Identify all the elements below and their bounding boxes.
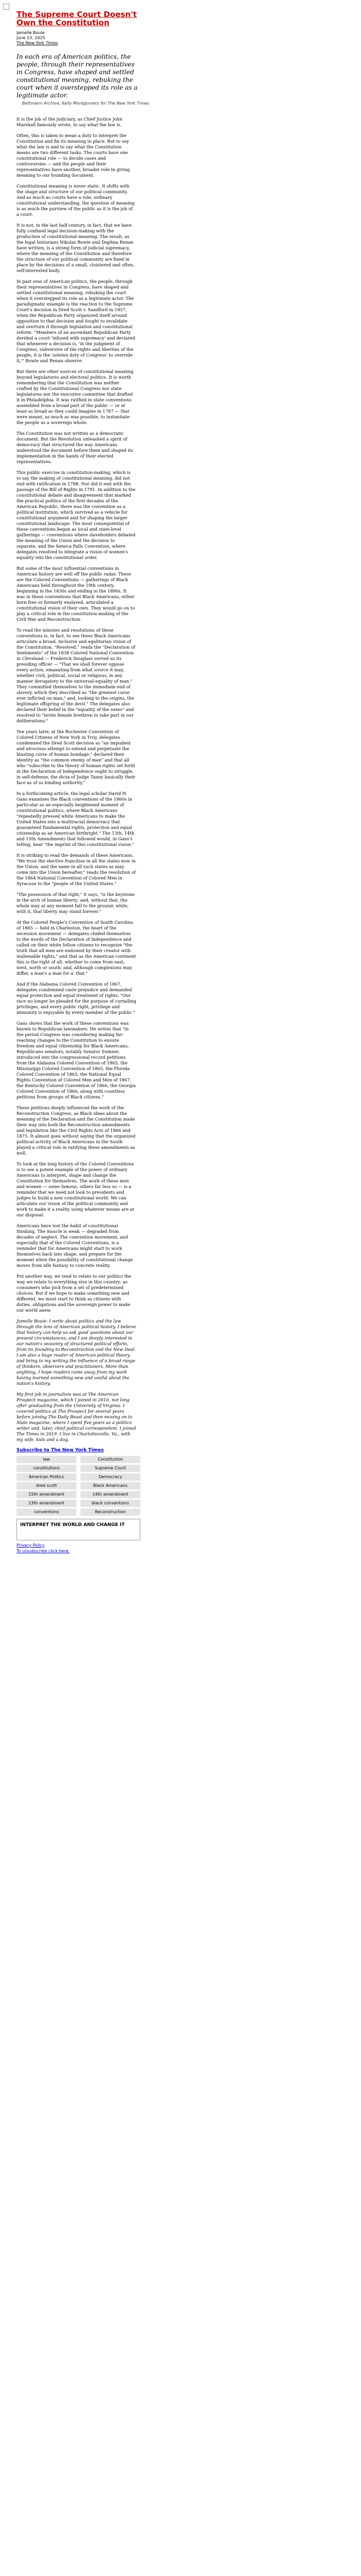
paragraph: These petitions deeply influenced the work of the Reconstruction Congress, as Black ideas about the meaning of the Declaration and the Constitution made their way into both the Reconstruction amendments and legislation like the Civil Rights Acts of 1866 and 1875. It almost goes without saying that the organized political activity of Black Americans in the South played a critical role in ratifying these amendments as well. xyxy=(17,1105,136,1156)
paragraph: And if the Alabama Colored Convention of 1867, delegates condemned caste prejudice and demanded equal protection and equal treatment of rights: "Our race no longer be pleaded for the purpose of curtailing privileges, and every public right, privilege and immunity is enjoyable by every member of the public." xyxy=(17,981,136,1015)
paragraph: Constitutional meaning is never static. It shifts with the shape and structure of our political community. And as much as courts have a role, ordinary constitutional understanding, the question of meaning is as much the purview of the public as it is the job of a court. xyxy=(17,183,135,217)
footer xyxy=(0,1543,361,1554)
author-note: Jamelle Bouie: I write about politics and the law through the lens of American political history. I believe that history can help us ask good questions about our present circumstances, and I am deeply interested in our nation's seasonry of structured political efforts, from its founding to Reconstruction and the New Deal. I am also a huge reader of American political theory and bring to my writing the influence of a broad range of thinkers, observers and practitioners. More than anything, I hope readers come away from my work having learned something new and useful about the nation's history. xyxy=(17,1318,136,1386)
article-dek: In each era of American politics, the people, through their representatives in Congress, have shaped and settled constitutional meaning, rebuking the court when it overstepped its role as a legitimate actor. xyxy=(17,53,138,99)
privacy-policy-link[interactable]: Privacy Policy xyxy=(17,1543,45,1548)
article-headline[interactable]: The Supreme Court Doesn't Own the Constitution xyxy=(17,10,137,27)
paragraph: To read the minutes and resolutions of these conventions is, in fact, to see these Black Americans articulate a broad, inclusive and egalitarian vision of the Constitution. "Resolved," reads the "Declaration of Sentiments" of the 1838 Colored National Convention in Cleveland — Frederick Douglass served as its presiding officer — "That we shall forever oppose every action, emanating from what source it may, whether civil, political, social or religious, in any manner derogatory to the universal equality of man." They committed themselves to the immediate end of slavery, which they described as "the greatest curse ever inflicted on man," and, looking to the origins, the legitimate offspring of the devil." The delegates also declared their belief in the "equality of the sexes" and resolved to "invite female brethren to take part in our deliberations." xyxy=(17,628,136,723)
tag-chip[interactable]: Constitution xyxy=(80,1456,140,1463)
paragraph: Often, this is taken to mean a duty to interpret the Constitution and fix its meaning in place. But to say what the law is and to say what the Constitution means are two different tasks. The courts have one constitutional role — to decide cases and controversies — and the people and their representatives have another, broader role in giving meaning to our founding document. xyxy=(17,133,130,178)
broken-image-icon xyxy=(3,4,9,10)
paragraph: "The possession of that right," it says, "is the keystone in the arch of human liberty: and, without that, the whole may at any moment fall to the ground; while, with it, that liberty may stand forever." xyxy=(17,892,135,914)
paragraph: It is not, in the last half-century, in fact, that we have fully confined legal decision-making with the production of constitutional meaning. The result, as the legal historians Nikolas Bowie and Daphna Renan have written, is a strong form of judicial supremacy, where the meaning of the Constitution and therefore the structure of our political community are fixed in place by the decisions of a small, cloistered and often, self-interested body. xyxy=(17,223,135,273)
tag-chip[interactable]: conventions xyxy=(17,1509,76,1516)
paragraph: At the Colored People's Convention of South Carolina of 1865 — held in Charleston, the heart of the secession movement — delegates chided themselves to the words of the Declaration of Independence and called on their white fellow citizens to recognize "the truth that all men are endowed by their creator with inalienable rights," and that as the American continent this is the right of all, whether to come from east, west, north or south; and, although complexions may differ, a man's a man for a' that." xyxy=(17,920,136,976)
tag-chip[interactable]: 14th amendment xyxy=(80,1491,140,1498)
newsletter-banner xyxy=(17,1519,140,1540)
tag-chip[interactable]: black conventions xyxy=(80,1500,140,1507)
byline xyxy=(17,30,155,46)
paragraph: In past eras of American politics, the people, through their representatives in Congress, have shaped and settled constitutional meaning, rebuking the court when it overstepped its role as a legitimate actor. The paradigmatic example is the reaction to the Supreme Court's decision in Dred Scott v. Sandford in 1857, when the Republican Party organized itself around opposition to that decision and fought to invalidate and overturn it through legislation and constitutional reform. "Members of an ascendant Republican Party derided a court 'infused with supremacy' and declared that whenever a decision is, 'in the judgment of Congress, subversive of the rights and liberties of the people, it is the 'solemn duty of Congress' to override it,'" Bowie and Renan observe. xyxy=(17,279,136,363)
paragraph: Ten years later, at the Rochester Convention of Colored Citizens of New York in Troy, delegates condemned the Dred Scott decision as "an impudent and atrocious attempt to extend and perpetuate the blasting curse of human bondage," declared their identity as "the common enemy of man" and that all who "subscribe to the theory of human rights set forth in the Declaration of Independence ought to struggle, in self-defense, the dicta of Judge Taney basically their face as of so binding authority." xyxy=(17,729,136,785)
article-header xyxy=(0,0,155,106)
newsletter-tagline: INTERPRET THE WORLD AND CHANGE IT xyxy=(20,1522,125,1528)
paragraph: But some of the most influential conventions in American history are well off the public radar. These are the Colored Conventions — gatherings of Black Americans held throughout the 19th century, beginning in the 1830s and ending in the 1890s. It was in these conventions that Black Americans, either born free or formerly enslaved, articulated a constitutional vision of their own. They would go on to play a critical role in the constitution-making of the Civil War and Reconstruction. xyxy=(17,566,135,622)
paragraph: In a forthcoming article, the legal scholar David H. Gans examines the Black conventions of the 1860s in particular as an especially heightened moment of constitutional politics, where Black Americans "repeatedly pressed white Americans to make the United States into a multiracial democracy that guaranteed fundamental rights, protection and equal citizenship as an American birthright." The 13th, 14th and 15th Amendments that followed would, in Gans's telling, bear "the imprint of this constitutional vision." xyxy=(17,791,135,847)
tag-list xyxy=(17,1456,140,1516)
subscribe-link[interactable]: Subscribe to The New York Times xyxy=(17,1448,104,1453)
paragraph: Gans shows that the work of these conventions was known to Republican lawmakers. He writes that "in the period Congress was considering making far-reaching changes to the Constitution to ensure freedom and equal citizenship for Black Americans, Republicans senators, notably Senator Sumner, introduced into the congressional record petitions from the Alabama Colored Convention of 1865, the Mississippi Colored Convention of 1865, the Florida Colored Convention of 1865, the National Equal Rights Convention of Colored Men and Men of 1867, the Kentucky Colored Convention of 1866, the Georgia Colored Convention of 1866, along with countless petitions from groups of Black citizens." xyxy=(17,1021,136,1099)
image-credit: Bettmann Archive, Kelly Montgomery for The New York Times xyxy=(22,101,150,106)
paragraph: It is striking to read the demands of these Americans. "We trust the elective franchise in all the states now in the Union, and the same in all such states as may come into the Union hereafter," reads the resolution of the 1864 National Convention of Colored Men in Syracuse to the "people of the United States." xyxy=(17,853,136,886)
paragraph: To look at the long history of the Colored Conventions is to see a potent example of the power of ordinary Americans to interpret, shape and change the Constitution for themselves. The work of these men and women — some famous, others far less so — is a reminder that we need not look to presidents and judges to build a new constitutional world. We can articulate our vision of the political community and work to make it a reality using whatever means are at our disposal. xyxy=(17,1161,135,1217)
byline-date: June 13, 2025 xyxy=(17,36,45,40)
tag-chip[interactable]: Black Americans xyxy=(80,1482,140,1489)
author-note-2: My first job in journalism was at The American Prospect magazine, which I joined in 2010, not long after graduating from the University of Virginia. I covered politics at The Prospect for several years before joining The Daily Beast and then moving on to Slate magazine, where I spent five years as a politics writer and, later, chief political correspondent. I joined The Times in 2019. I live in Charlottesville, Va., with my wife, kids and a dog. xyxy=(17,1392,136,1442)
source-link[interactable]: The New York Times xyxy=(17,41,58,45)
tag-chip[interactable]: constitutions xyxy=(17,1465,76,1472)
tag-chip[interactable]: 15th amendment xyxy=(17,1491,76,1498)
paragraph: This public exercise in constitution-making, which is to say the making of constitutional meaning, did not end with ratification in 1788. Nor did it end with the passage of the Bill of Rights in 1791. In addition to the constitutional debate and disagreement that marked the practical politics of the first decades of the American Republic, there was the convention as a political institution, which survived as a vehicle for constitutional argument and for shaping the larger constitutional landscape. The most consequential of these conventions began as local and state-level gatherings — conventions where slaveholders debated the meaning of the Union and the decision to separate, and the Seneca Falls Convention, where delegates resolved to integrate a vision of women's equality into the constitutional order. xyxy=(17,470,136,560)
unsubscribe-link[interactable]: To unsubscribe click here. xyxy=(17,1549,70,1553)
paragraph: The Constitution was not written as a democratic document. But the Revolution unleashed a spirit of democracy that structured the way Americans understood the document before them and shaped its implementation in the hands of their elected representatives. xyxy=(17,431,134,464)
paragraph: Americans have lost the habit of constitutional thinking. The muscle is weak — degraded from decades of neglect. The convention movement, and especially that of the Colored Conventions, is a reminder that for Americans might start to work themselves back into shape, and prepare for the moment when the possibility of constitutional change moves from idle fantasy to concrete reality. xyxy=(17,1223,133,1268)
paragraph: It is the job of the judiciary, as Chief Justice John Marshall famously wrote, to say what the law is. xyxy=(17,116,123,127)
tag-chip[interactable]: Reconstruction xyxy=(80,1509,140,1516)
tag-chip[interactable]: Democracy xyxy=(80,1473,140,1481)
tag-chip[interactable]: dred scott xyxy=(17,1482,76,1489)
tag-chip[interactable]: law xyxy=(17,1456,76,1463)
paragraph: Put another way, we tend to relate to our politics the way we relate to everything else in this country: as consumers who pick from a set of predetermined choices. But if we hope to make something new and different, we must start to think as citizens with duties, obligations and the sovereign power to make our world anew. xyxy=(17,1274,132,1313)
paragraph: But there are other sources of constitutional meaning beyond legislatures and electoral politics. It is worth remembering that the Constitution was neither crafted by the Constitutional Congress nor state legislatures nor the executive committee that drafted it in Philadelphia. It was ratified in state conventions assembled from a broad part of the public — or at least as broad as they could imagine in 1787 — that were meant, as much as was possible, to instantiate the people as a sovereign whole. xyxy=(17,369,134,425)
tag-chip[interactable]: American Politics xyxy=(17,1473,76,1481)
byline-author: Jamelle Bouie xyxy=(17,30,45,35)
tag-chip[interactable]: Supreme Court xyxy=(80,1465,140,1472)
article-body xyxy=(0,116,136,1540)
tag-chip[interactable]: 13th amendment xyxy=(17,1500,76,1507)
